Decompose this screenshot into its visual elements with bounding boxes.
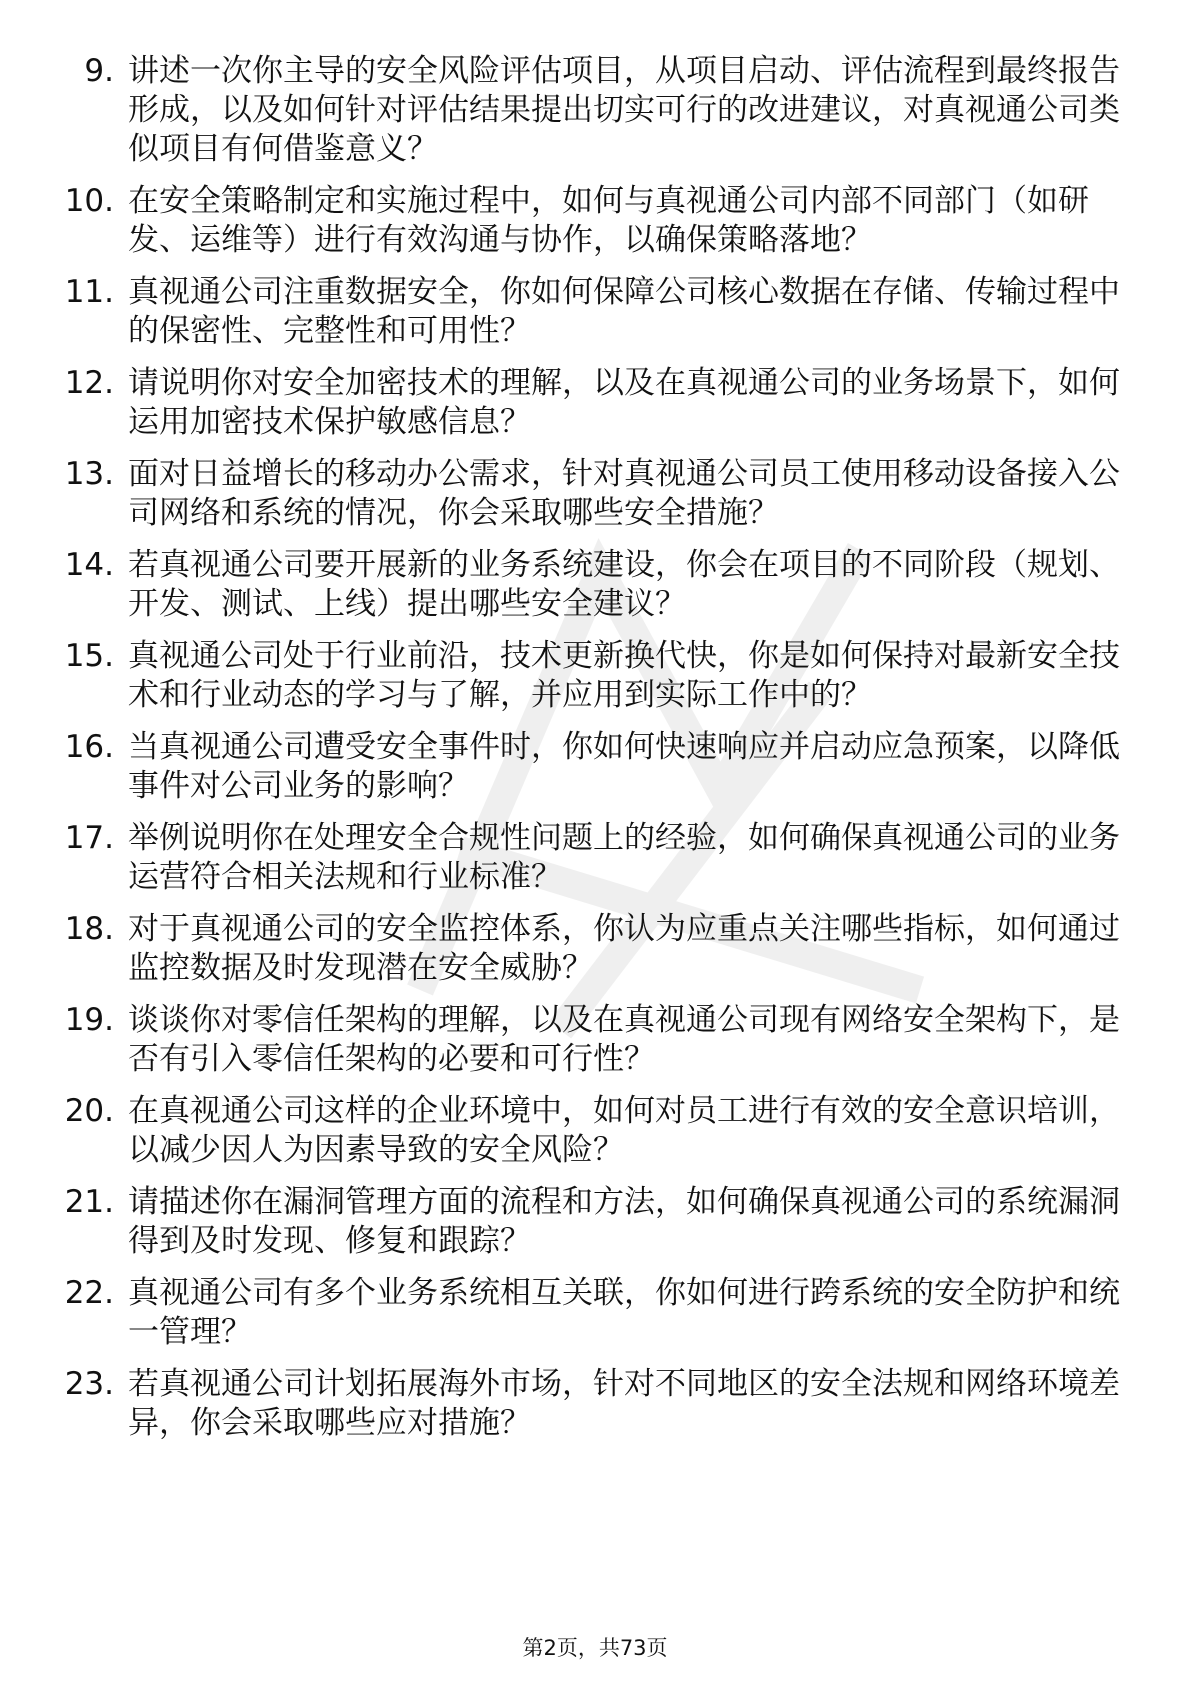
question-number: 14. (64, 547, 114, 583)
question-item (60, 1365, 1120, 1443)
question-text: 在真视通公司这样的企业环境中，如何对员工进行有效的安全意识培训，以减少因人为因素导致的安全风险？ (128, 1093, 1120, 1168)
question-list (60, 52, 1120, 1456)
question-text: 当真视通公司遭受安全事件时，你如何快速响应并启动应急预案，以降低事件对公司业务的影响？ (128, 729, 1120, 804)
question-item (60, 52, 1120, 169)
page-number-label: 第2页，共73页 (522, 1636, 668, 1660)
question-text: 对于真视通公司的安全监控体系，你认为应重点关注哪些指标，如何通过监控数据及时发现潜在安全威胁？ (128, 911, 1120, 986)
question-item (60, 1274, 1120, 1352)
question-number: 19. (64, 1002, 114, 1038)
question-item (60, 819, 1120, 897)
question-text: 真视通公司处于行业前沿，技术更新换代快，你是如何保持对最新安全技术和行业动态的学习与了解，并应用到实际工作中的？ (128, 638, 1120, 713)
question-number: 15. (64, 638, 114, 674)
question-item (60, 546, 1120, 624)
question-item (60, 455, 1120, 533)
question-item (60, 1183, 1120, 1261)
question-text: 真视通公司注重数据安全，你如何保障公司核心数据在存储、传输过程中的保密性、完整性和可用性？ (128, 274, 1120, 349)
question-number: 23. (64, 1366, 114, 1402)
question-number: 20. (64, 1093, 114, 1129)
question-item (60, 273, 1120, 351)
question-number: 11. (64, 274, 114, 310)
question-item (60, 637, 1120, 715)
question-number: 16. (64, 729, 114, 765)
question-text: 请描述你在漏洞管理方面的流程和方法，如何确保真视通公司的系统漏洞得到及时发现、修复和跟踪？ (128, 1184, 1120, 1259)
question-item (60, 1092, 1120, 1170)
question-number: 18. (64, 911, 114, 947)
question-number: 13. (64, 456, 114, 492)
question-text: 讲述一次你主导的安全风险评估项目，从项目启动、评估流程到最终报告形成，以及如何针对评估结果提出切实可行的改进建议，对真视通公司类似项目有何借鉴意义？ (128, 53, 1120, 167)
question-item (60, 182, 1120, 260)
question-text: 请说明你对安全加密技术的理解，以及在真视通公司的业务场景下，如何运用加密技术保护敏感信息？ (128, 365, 1120, 440)
question-text: 举例说明你在处理安全合规性问题上的经验，如何确保真视通公司的业务运营符合相关法规和行业标准？ (128, 820, 1120, 895)
question-number: 22. (64, 1275, 114, 1311)
question-text: 若真视通公司计划拓展海外市场，针对不同地区的安全法规和网络环境差异，你会采取哪些应对措施？ (128, 1366, 1120, 1441)
question-text: 面对日益增长的移动办公需求，针对真视通公司员工使用移动设备接入公司网络和系统的情况，你会采取哪些安全措施？ (128, 456, 1120, 531)
question-number: 10. (64, 183, 114, 219)
question-number: 17. (64, 820, 114, 856)
question-number: 9. (84, 53, 114, 89)
question-text: 真视通公司有多个业务系统相互关联，你如何进行跨系统的安全防护和统一管理？ (128, 1275, 1120, 1350)
question-text: 若真视通公司要开展新的业务系统建设，你会在项目的不同阶段（规划、开发、测试、上线）提出哪些安全建议？ (128, 547, 1120, 622)
page-footer (0, 1635, 1190, 1661)
question-item (60, 728, 1120, 806)
question-text: 在安全策略制定和实施过程中，如何与真视通公司内部不同部门（如研发、运维等）进行有效沟通与协作，以确保策略落地？ (128, 183, 1089, 258)
question-item (60, 364, 1120, 442)
question-item (60, 1001, 1120, 1079)
question-number: 12. (64, 365, 114, 401)
question-item (60, 910, 1120, 988)
question-number: 21. (64, 1184, 114, 1220)
question-text: 谈谈你对零信任架构的理解，以及在真视通公司现有网络安全架构下，是否有引入零信任架构的必要和可行性？ (128, 1002, 1120, 1077)
